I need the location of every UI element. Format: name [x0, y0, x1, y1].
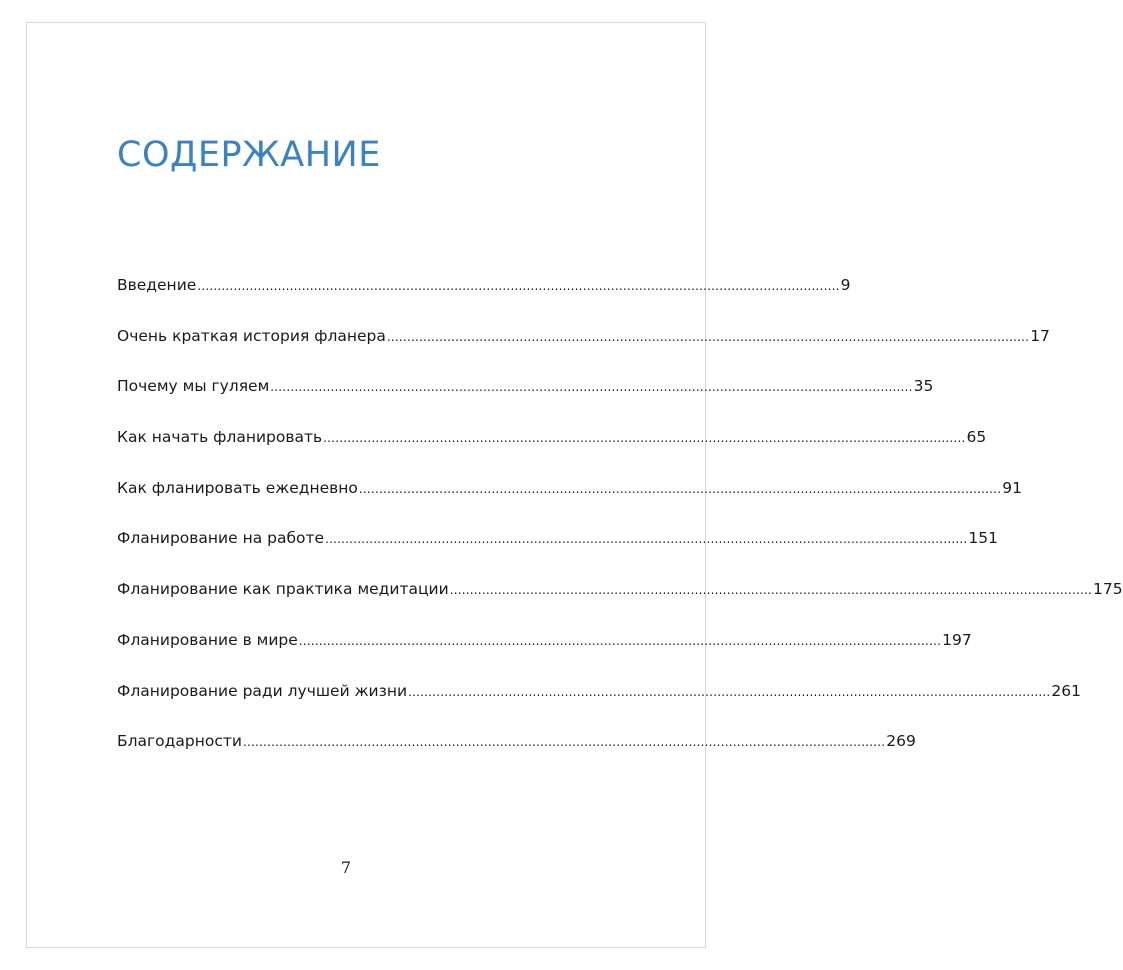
toc-entry-label: Фланирование ради лучшей жизни — [117, 681, 408, 700]
toc-entry — [117, 681, 1081, 733]
dot-leader: ................................................................................................................................................................ — [197, 279, 840, 293]
toc-entry-page: 175 — [1093, 580, 1123, 599]
dot-leader: ................................................................................................................................................................ — [325, 532, 968, 547]
table-of-contents — [117, 276, 1123, 783]
dot-leader: ................................................................................................................................................................ — [242, 735, 886, 750]
toc-entry-page: 35 — [913, 377, 934, 396]
toc-entry — [117, 326, 1050, 378]
dot-leader: ................................................................................................................................................................ — [270, 380, 913, 395]
dot-leader: ................................................................................................................................................................ — [298, 633, 942, 648]
toc-entry-page: 17 — [1030, 326, 1050, 345]
dot-leader: ................................................................................................................................................................ — [358, 481, 1002, 496]
toc-entry-label: Почему мы гуляем — [117, 377, 270, 396]
page-number: 7 — [340, 858, 352, 877]
toc-entry — [117, 377, 934, 428]
toc-entry-page: 151 — [968, 529, 998, 548]
toc-entry-label: Как фланировать ежедневно — [117, 478, 358, 497]
toc-entry-label: Фланирование в мире — [117, 630, 298, 649]
toc-entry — [117, 428, 987, 479]
toc-entry-page: 269 — [886, 732, 916, 751]
toc-entry — [117, 276, 851, 327]
toc-entry-label: Благодарности — [117, 732, 242, 751]
dot-leader: ................................................................................................................................................................ — [449, 583, 1093, 598]
toc-entry-label: Очень краткая история фланера — [117, 326, 386, 345]
toc-entry-page: 65 — [966, 428, 987, 447]
toc-entry-page: 261 — [1051, 681, 1081, 700]
toc-entry-label: Фланирование как практика медитации — [117, 580, 449, 599]
toc-entry-label: Фланирование на работе — [117, 529, 325, 548]
toc-entry — [117, 732, 916, 783]
toc-entry — [117, 630, 972, 682]
dot-leader: ................................................................................................................................................................ — [386, 329, 1030, 344]
dot-leader: ................................................................................................................................................................ — [408, 684, 1051, 699]
toc-entry — [117, 580, 1123, 631]
page-title: СОДЕРЖАНИЕ — [117, 135, 381, 175]
toc-entry-label: Как начать фланировать — [117, 428, 323, 447]
toc-entry-page: 9 — [840, 276, 851, 294]
toc-entry-label: Введение — [117, 276, 197, 294]
toc-entry — [117, 529, 998, 580]
dot-leader: ................................................................................................................................................................ — [323, 431, 966, 446]
toc-entry — [117, 478, 1022, 530]
toc-entry-page: 197 — [942, 630, 972, 649]
toc-entry-page: 91 — [1002, 478, 1022, 497]
